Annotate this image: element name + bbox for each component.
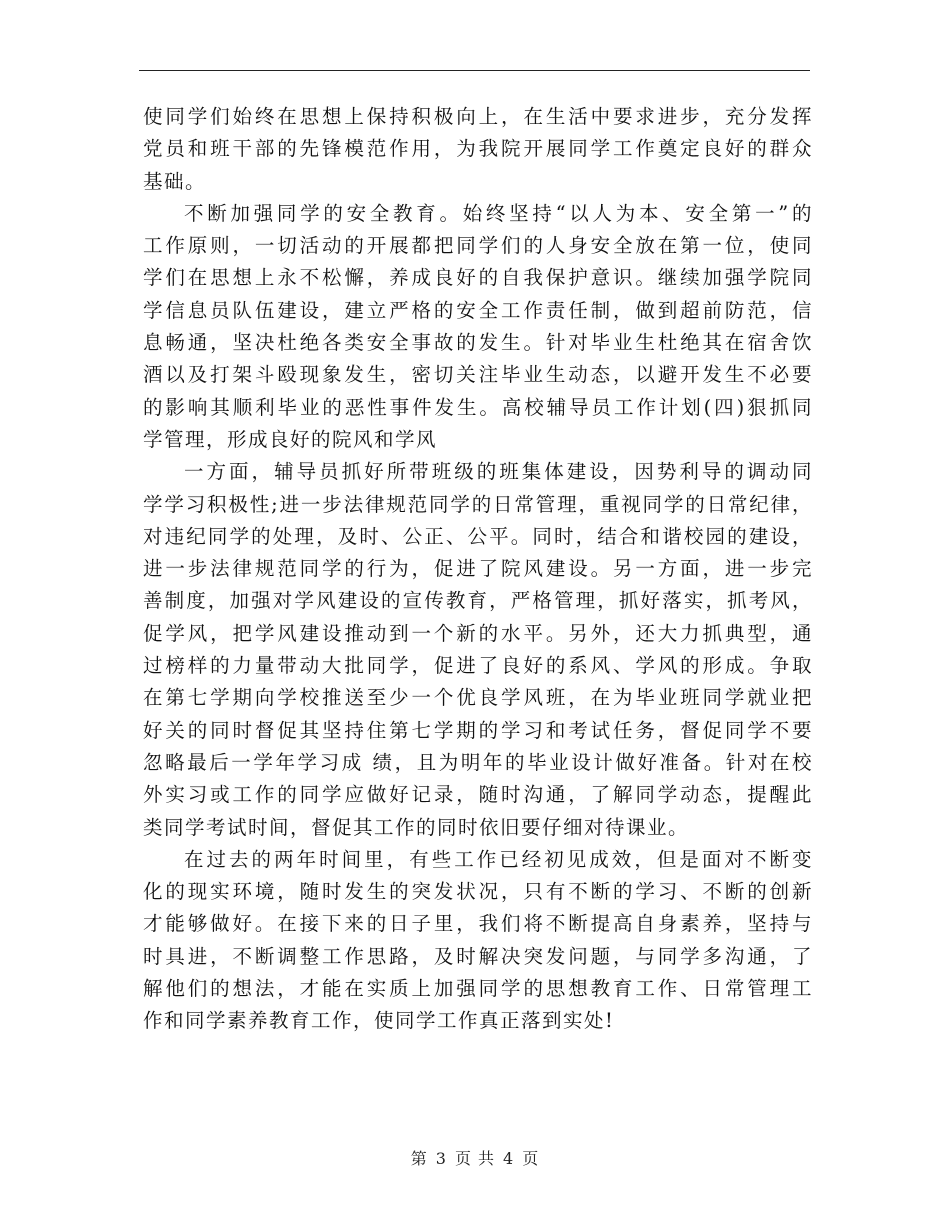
paragraph	[143, 101, 813, 198]
text-line: 作和同学素养教育工作，使同学工作真正落到实处!	[143, 1009, 615, 1033]
paragraph	[143, 844, 813, 1038]
paragraph	[143, 198, 813, 456]
text-line: 工作原则，一切活动的开展都把同学们的人身安全放在第一位，使同	[143, 234, 813, 258]
text-line: 才能够做好。在接下来的日子里，我们将不断提高自身素养，坚持与	[143, 912, 813, 936]
text-line: 时具进，不断调整工作思路，及时解决突发问题，与同学多沟通，了	[143, 944, 813, 968]
text-line: 党员和班干部的先锋模范作用，为我院开展同学工作奠定良好的群众	[143, 137, 813, 161]
paragraph	[143, 456, 813, 844]
text-line: 促学风，把学风建设推动到一个新的水平。另外，还大力抓典型，通	[143, 621, 813, 645]
text-line: 类同学考试时间，督促其工作的同时依旧要仔细对待课业。	[143, 815, 690, 839]
text-line: 的影响其顺利毕业的恶性事件发生。高校辅导员工作计划(四)狠抓同	[143, 395, 813, 419]
text-line: 解他们的想法，才能在实质上加强同学的思想教育工作、日常管理工	[143, 977, 813, 1001]
text-line: 息畅通，坚决杜绝各类安全事故的发生。针对毕业生杜绝其在宿舍饮	[143, 331, 813, 355]
header-rule	[139, 70, 810, 71]
text-line: 学学习积极性;进一步法律规范同学的日常管理，重视同学的日常纪律，	[143, 492, 813, 516]
text-line: 一方面，辅导员抓好所带班级的班集体建设，因势利导的调动同	[184, 460, 813, 484]
page-number: 3	[435, 1149, 447, 1168]
page-label-mid: 页 共	[454, 1149, 496, 1168]
page-label-suffix: 页	[522, 1149, 540, 1168]
text-line: 不断加强同学的安全教育。始终坚持“以人为本、安全第一”的	[184, 201, 813, 225]
text-line: 对违纪同学的处理，及时、公正、公平。同时，结合和谐校园的建设，	[143, 524, 813, 548]
text-line: 忽略最后一学年学习成 绩，且为明年的毕业设计做好准备。针对在校	[143, 750, 813, 774]
text-line: 过榜样的力量带动大批同学，促进了良好的系风、学风的形成。争取	[143, 654, 813, 678]
text-line: 好关的同时督促其坚持住第七学期的学习和考试任务，督促同学不要	[143, 718, 813, 742]
text-line: 化的现实环境，随时发生的突发状况，只有不断的学习、不断的创新	[143, 880, 813, 904]
text-line: 在过去的两年时间里，有些工作已经初见成效，但是面对不断变	[184, 847, 813, 871]
text-line: 善制度，加强对学风建设的宣传教育，严格管理，抓好落实，抓考风，	[143, 589, 813, 613]
text-line: 学管理，形成良好的院风和学风	[143, 427, 438, 451]
text-line: 在第七学期向学校推送至少一个优良学风班，在为毕业班同学就业把	[143, 686, 813, 710]
text-line: 酒以及打架斗殴现象发生，密切关注毕业生动态，以避开发生不必要	[143, 363, 813, 387]
text-line: 学信息员队伍建设，建立严格的安全工作责任制，做到超前防范，信	[143, 298, 813, 322]
text-line: 进一步法律规范同学的行为，促进了院风建设。另一方面，进一步完	[143, 557, 813, 581]
page-label-prefix: 第	[410, 1149, 428, 1168]
text-line: 学们在思想上永不松懈，养成良好的自我保护意识。继续加强学院同	[143, 266, 813, 290]
text-line: 基础。	[143, 169, 207, 193]
page-total: 4	[503, 1149, 515, 1168]
text-line: 外实习或工作的同学应做好记录，随时沟通，了解同学动态，提醒此	[143, 783, 813, 807]
page-footer	[0, 1149, 950, 1169]
text-line: 使同学们始终在思想上保持积极向上，在生活中要求进步，充分发挥	[143, 105, 813, 128]
document-body	[143, 101, 813, 1038]
